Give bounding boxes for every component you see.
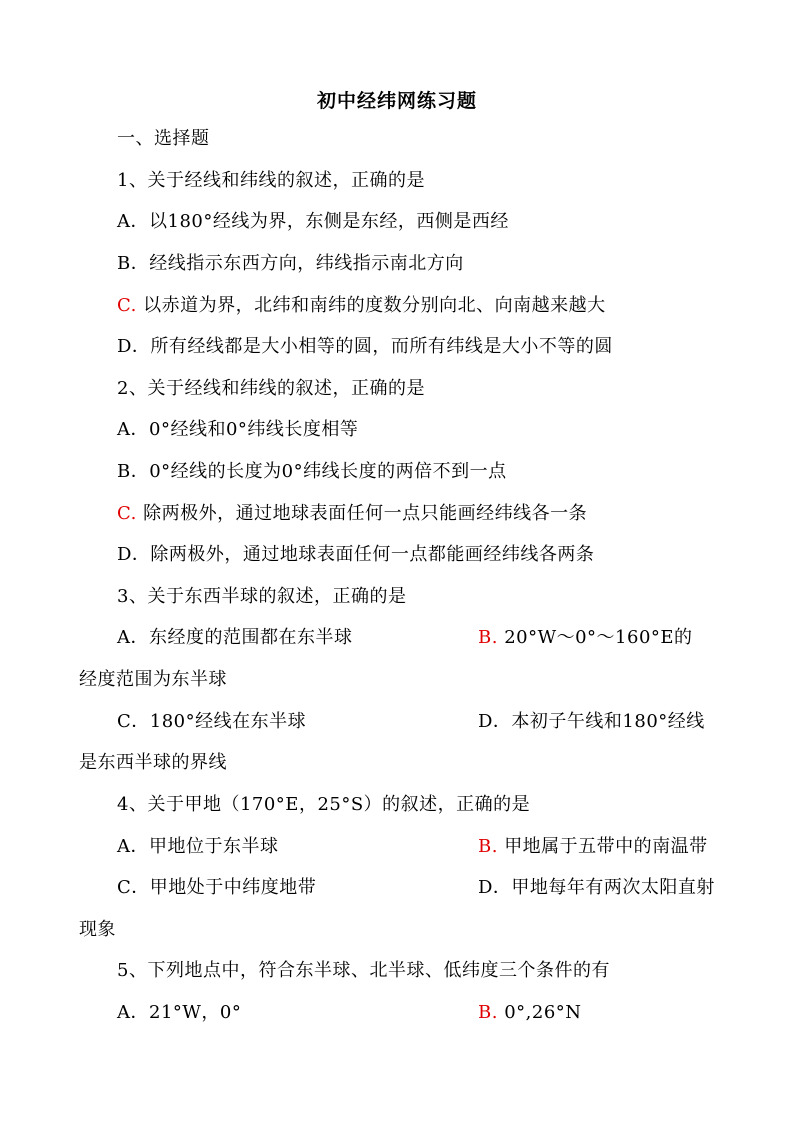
q5-option-a: A．21°W，0° — [117, 1002, 242, 1023]
q3-option-a: A．东经度的范围都在东半球 — [117, 627, 353, 648]
q3-option-b — [478, 626, 693, 650]
q1-stem: 1、关于经线和纬线的叙述，正确的是 — [117, 170, 425, 191]
q4-option-b-text: 甲地属于五带中的南温带 — [504, 836, 708, 857]
q1-option-d: D．所有经线都是大小相等的圆，而所有纬线是大小不等的圆 — [117, 336, 613, 357]
q4-option-d-continued: 现象 — [79, 919, 116, 940]
q4-option-c: C．甲地处于中纬度地带 — [117, 877, 317, 898]
q1-option-c — [117, 294, 606, 318]
q5-answer-letter: B. — [478, 1002, 498, 1023]
q2-answer-letter: C. — [117, 503, 137, 524]
q2-stem: 2、关于经线和纬线的叙述，正确的是 — [117, 378, 425, 399]
q3-option-d-continued: 是东西半球的界线 — [79, 752, 227, 773]
q1-option-a: A．以180°经线为界，东侧是东经，西侧是西经 — [117, 211, 509, 232]
q2-option-a: A．0°经线和0°纬线长度相等 — [117, 419, 359, 440]
q4-option-b — [478, 835, 708, 859]
document-title: 初中经纬网练习题 — [316, 90, 477, 112]
q2-option-c-text: 除两极外，通过地球表面任何一点只能画经纬线各一条 — [143, 503, 588, 524]
q2-option-d: D．除两极外，通过地球表面任何一点都能画经纬线各两条 — [117, 544, 595, 565]
q3-option-b-text: 20°W～0°～160°E的 — [504, 627, 693, 648]
q3-option-c: C．180°经线在东半球 — [117, 711, 307, 732]
q3-answer-letter: B. — [478, 627, 498, 648]
q4-option-a: A．甲地位于东半球 — [117, 836, 279, 857]
q2-option-b: B．0°经线的长度为0°纬线长度的两倍不到一点 — [117, 461, 507, 482]
q3-option-b-continued: 经度范围为东半球 — [79, 669, 227, 690]
q4-answer-letter: B. — [478, 836, 498, 857]
q1-option-b: B．经线指示东西方向，纬线指示南北方向 — [117, 253, 464, 274]
q1-option-c-text: 以赤道为界，北纬和南纬的度数分别向北、向南越来越大 — [143, 295, 606, 316]
q3-stem: 3、关于东西半球的叙述，正确的是 — [117, 586, 407, 607]
q5-option-b — [478, 1001, 582, 1025]
q2-option-c — [117, 502, 587, 526]
q1-answer-letter: C. — [117, 295, 137, 316]
q4-stem: 4、关于甲地（170°E，25°S）的叙述，正确的是 — [117, 794, 531, 815]
q5-option-b-text: 0°,26°N — [504, 1002, 582, 1023]
section-heading: 一、选择题 — [117, 128, 210, 149]
q3-option-d: D．本初子午线和180°经线 — [478, 711, 705, 732]
q5-stem: 5、下列地点中，符合东半球、北半球、低纬度三个条件的有 — [117, 960, 610, 981]
q4-option-d: D．甲地每年有两次太阳直射 — [478, 877, 715, 898]
